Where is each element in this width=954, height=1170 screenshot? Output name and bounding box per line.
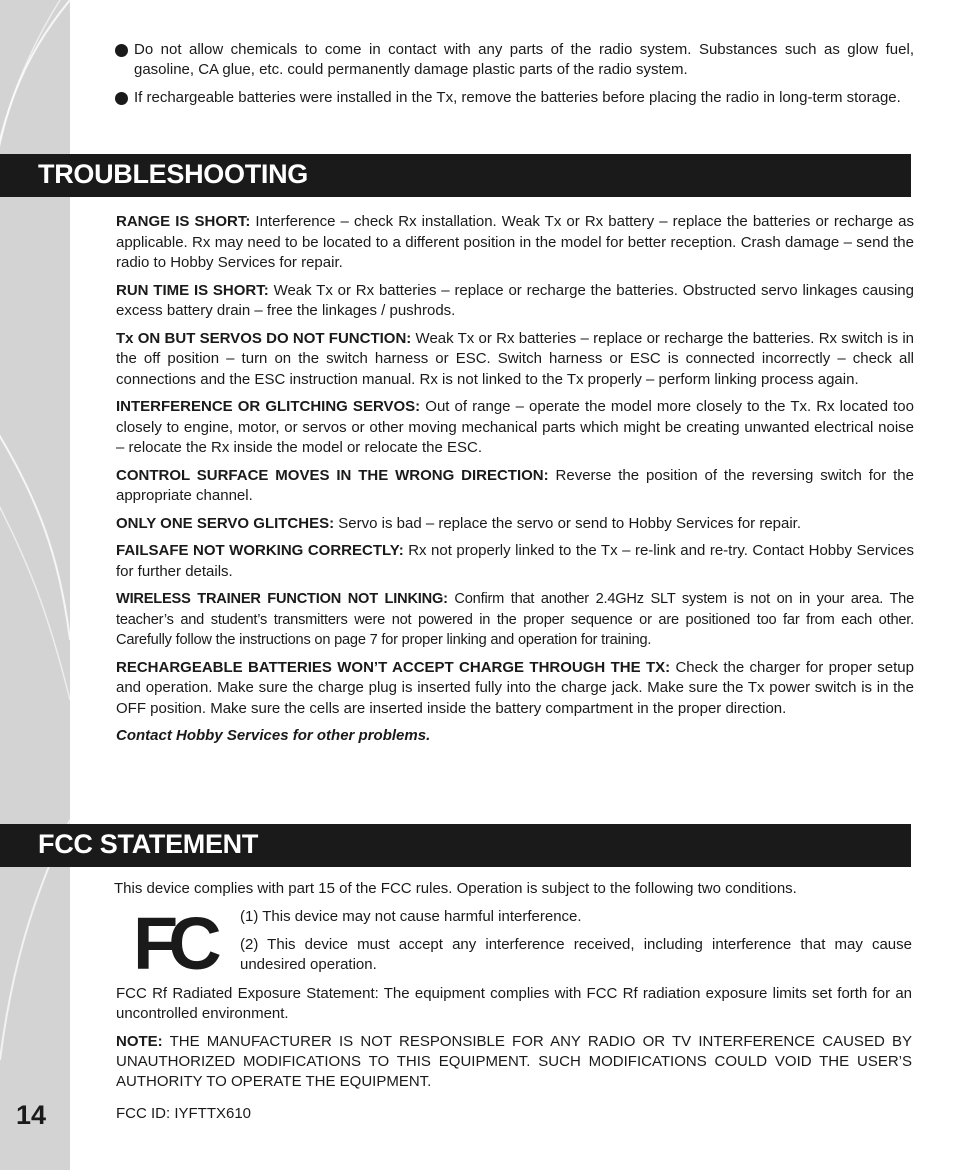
issue-text: Out of range – operate the model more closely to the Tx. Rx located too closely to engine, motor, or servos or other moving mechanical parts which might be creating unwanted electrical noise – relocate the Rx inside the model or relocate the ESC. — [116, 398, 914, 456]
issue-heading: CONTROL SURFACE MOVES IN THE WRONG DIRECTION: — [116, 466, 549, 484]
section-title: TROUBLESHOOTING — [38, 159, 308, 189]
issue-text: Weak Tx or Rx batteries – replace or recharge the batteries. Obstructed servo linkages causing excess battery drain – free the linkages / pushrods. — [116, 281, 914, 319]
issue-heading: ONLY ONE SERVO GLITCHES: — [116, 514, 335, 532]
issue-text: Reverse the position of the reversing switch for the appropriate channel. — [116, 466, 914, 504]
list-item — [114, 40, 914, 80]
note-heading: NOTE: — [116, 1033, 163, 1050]
bullet-text: If rechargeable batteries were installed in the Tx, remove the batteries before placing the radio in long-term storage. — [134, 89, 901, 106]
issue-heading: RECHARGEABLE BATTERIES WON’T ACCEPT CHARGE THROUGH THE TX: — [116, 658, 671, 676]
fcc-id: FCC ID: IYFTTX610 — [116, 1105, 252, 1122]
issue-heading: FAILSAFE NOT WORKING CORRECTLY: — [116, 542, 404, 559]
list-item — [116, 329, 914, 391]
issue-text: Check the charger for proper setup and operation. Make sure the charge plug is inserted fully into the charge jack. Make sure the Tx power switch is in the OFF position. Make sure the cells are inserted inside the battery compartment in the proper direction. — [116, 658, 914, 717]
page-number: 14 — [16, 1100, 47, 1130]
bullet-icon — [115, 92, 128, 105]
manufacturer-note — [116, 1032, 912, 1092]
fcc-logo-text: FC — [133, 911, 212, 973]
section-title: FCC STATEMENT — [38, 829, 259, 859]
issue-text: Weak Tx or Rx batteries – replace or recharge the batteries. Rx switch is in the off position – turn on the switch harness or ESC. Switch harness or ESC is connected incorrectly – check all connections and the ESC instruction manual. Rx is not linked to the Tx properly – perform linking process again. — [116, 329, 915, 388]
list-item — [116, 514, 914, 535]
bullet-icon — [115, 44, 128, 57]
exposure-statement: FCC Rf Radiated Exposure Statement: The equipment complies with FCC Rf radiation exposure limits set forth for an uncontrolled environment. — [116, 985, 912, 1022]
list-item — [116, 541, 914, 582]
list-item — [114, 88, 914, 108]
troubleshooting-list — [116, 212, 914, 754]
issue-text: Servo is bad – replace the servo or send to Hobby Services for repair. — [334, 514, 802, 532]
note-text: THE MANUFACTURER IS NOT RESPONSIBLE FOR ANY RADIO OR TV INTERFERENCE CAUSED BY UNAUTHORIZED MODIFICATIONS TO THIS EQUIPMENT. SUCH MODIFICATIONS COULD VOID THE USER’S AUTHORITY TO OPERATE THE EQUIPMENT. — [116, 1033, 912, 1090]
list-item — [116, 466, 914, 507]
precaution-list — [114, 40, 914, 116]
fcc-intro: This device complies with part 15 of the FCC rules. Operation is subject to the following two conditions. — [114, 880, 797, 897]
contact-note: Contact Hobby Services for other problems. — [116, 727, 431, 744]
issue-heading: Tx ON BUT SERVOS DO NOT FUNCTION: — [116, 329, 412, 347]
issue-heading: INTERFERENCE OR GLITCHING SERVOS: — [116, 398, 421, 415]
condition-item: (2) This device must accept any interference received, including interference that may cause undesired operation. — [240, 936, 912, 973]
fcc-details — [116, 984, 912, 1132]
fcc-statement-header — [0, 824, 911, 867]
fcc-conditions — [240, 907, 912, 983]
issue-heading: RANGE IS SHORT: — [116, 213, 251, 230]
fcc-logo — [133, 911, 223, 973]
issue-text: Interference – check Rx installation. Weak Tx or Rx battery – replace the batteries or recharge as applicable. Rx may need to be located to a different position in the model for better reception. Crash damage – send the radio to Hobby Services for repair. — [116, 213, 914, 271]
list-item — [116, 397, 914, 459]
list-item — [116, 281, 914, 322]
condition-item: (1) This device may not cause harmful interference. — [240, 908, 582, 925]
list-item — [116, 658, 914, 720]
bullet-text: Do not allow chemicals to come in contact with any parts of the radio system. Substances such as glow fuel, gasoline, CA glue, etc. could permanently damage plastic parts of the radio system. — [134, 41, 914, 78]
issue-heading: WIRELESS TRAINER FUNCTION NOT LINKING: — [116, 591, 448, 607]
issue-text: Rx not properly linked to the Tx – re-link and re-try. Contact Hobby Services for further details. — [116, 542, 914, 580]
list-item — [116, 589, 914, 651]
list-item — [116, 212, 914, 274]
issue-heading: RUN TIME IS SHORT: — [116, 281, 269, 299]
issue-text: Confirm that another 2.4GHz SLT system is not on in your area. The teacher’s and student’s transmitters were not powered in the proper sequence or are positioned too far from each other. Carefully follow the instructions on page 7 for proper linking and operation for training. — [116, 591, 914, 648]
troubleshooting-header — [0, 154, 911, 197]
